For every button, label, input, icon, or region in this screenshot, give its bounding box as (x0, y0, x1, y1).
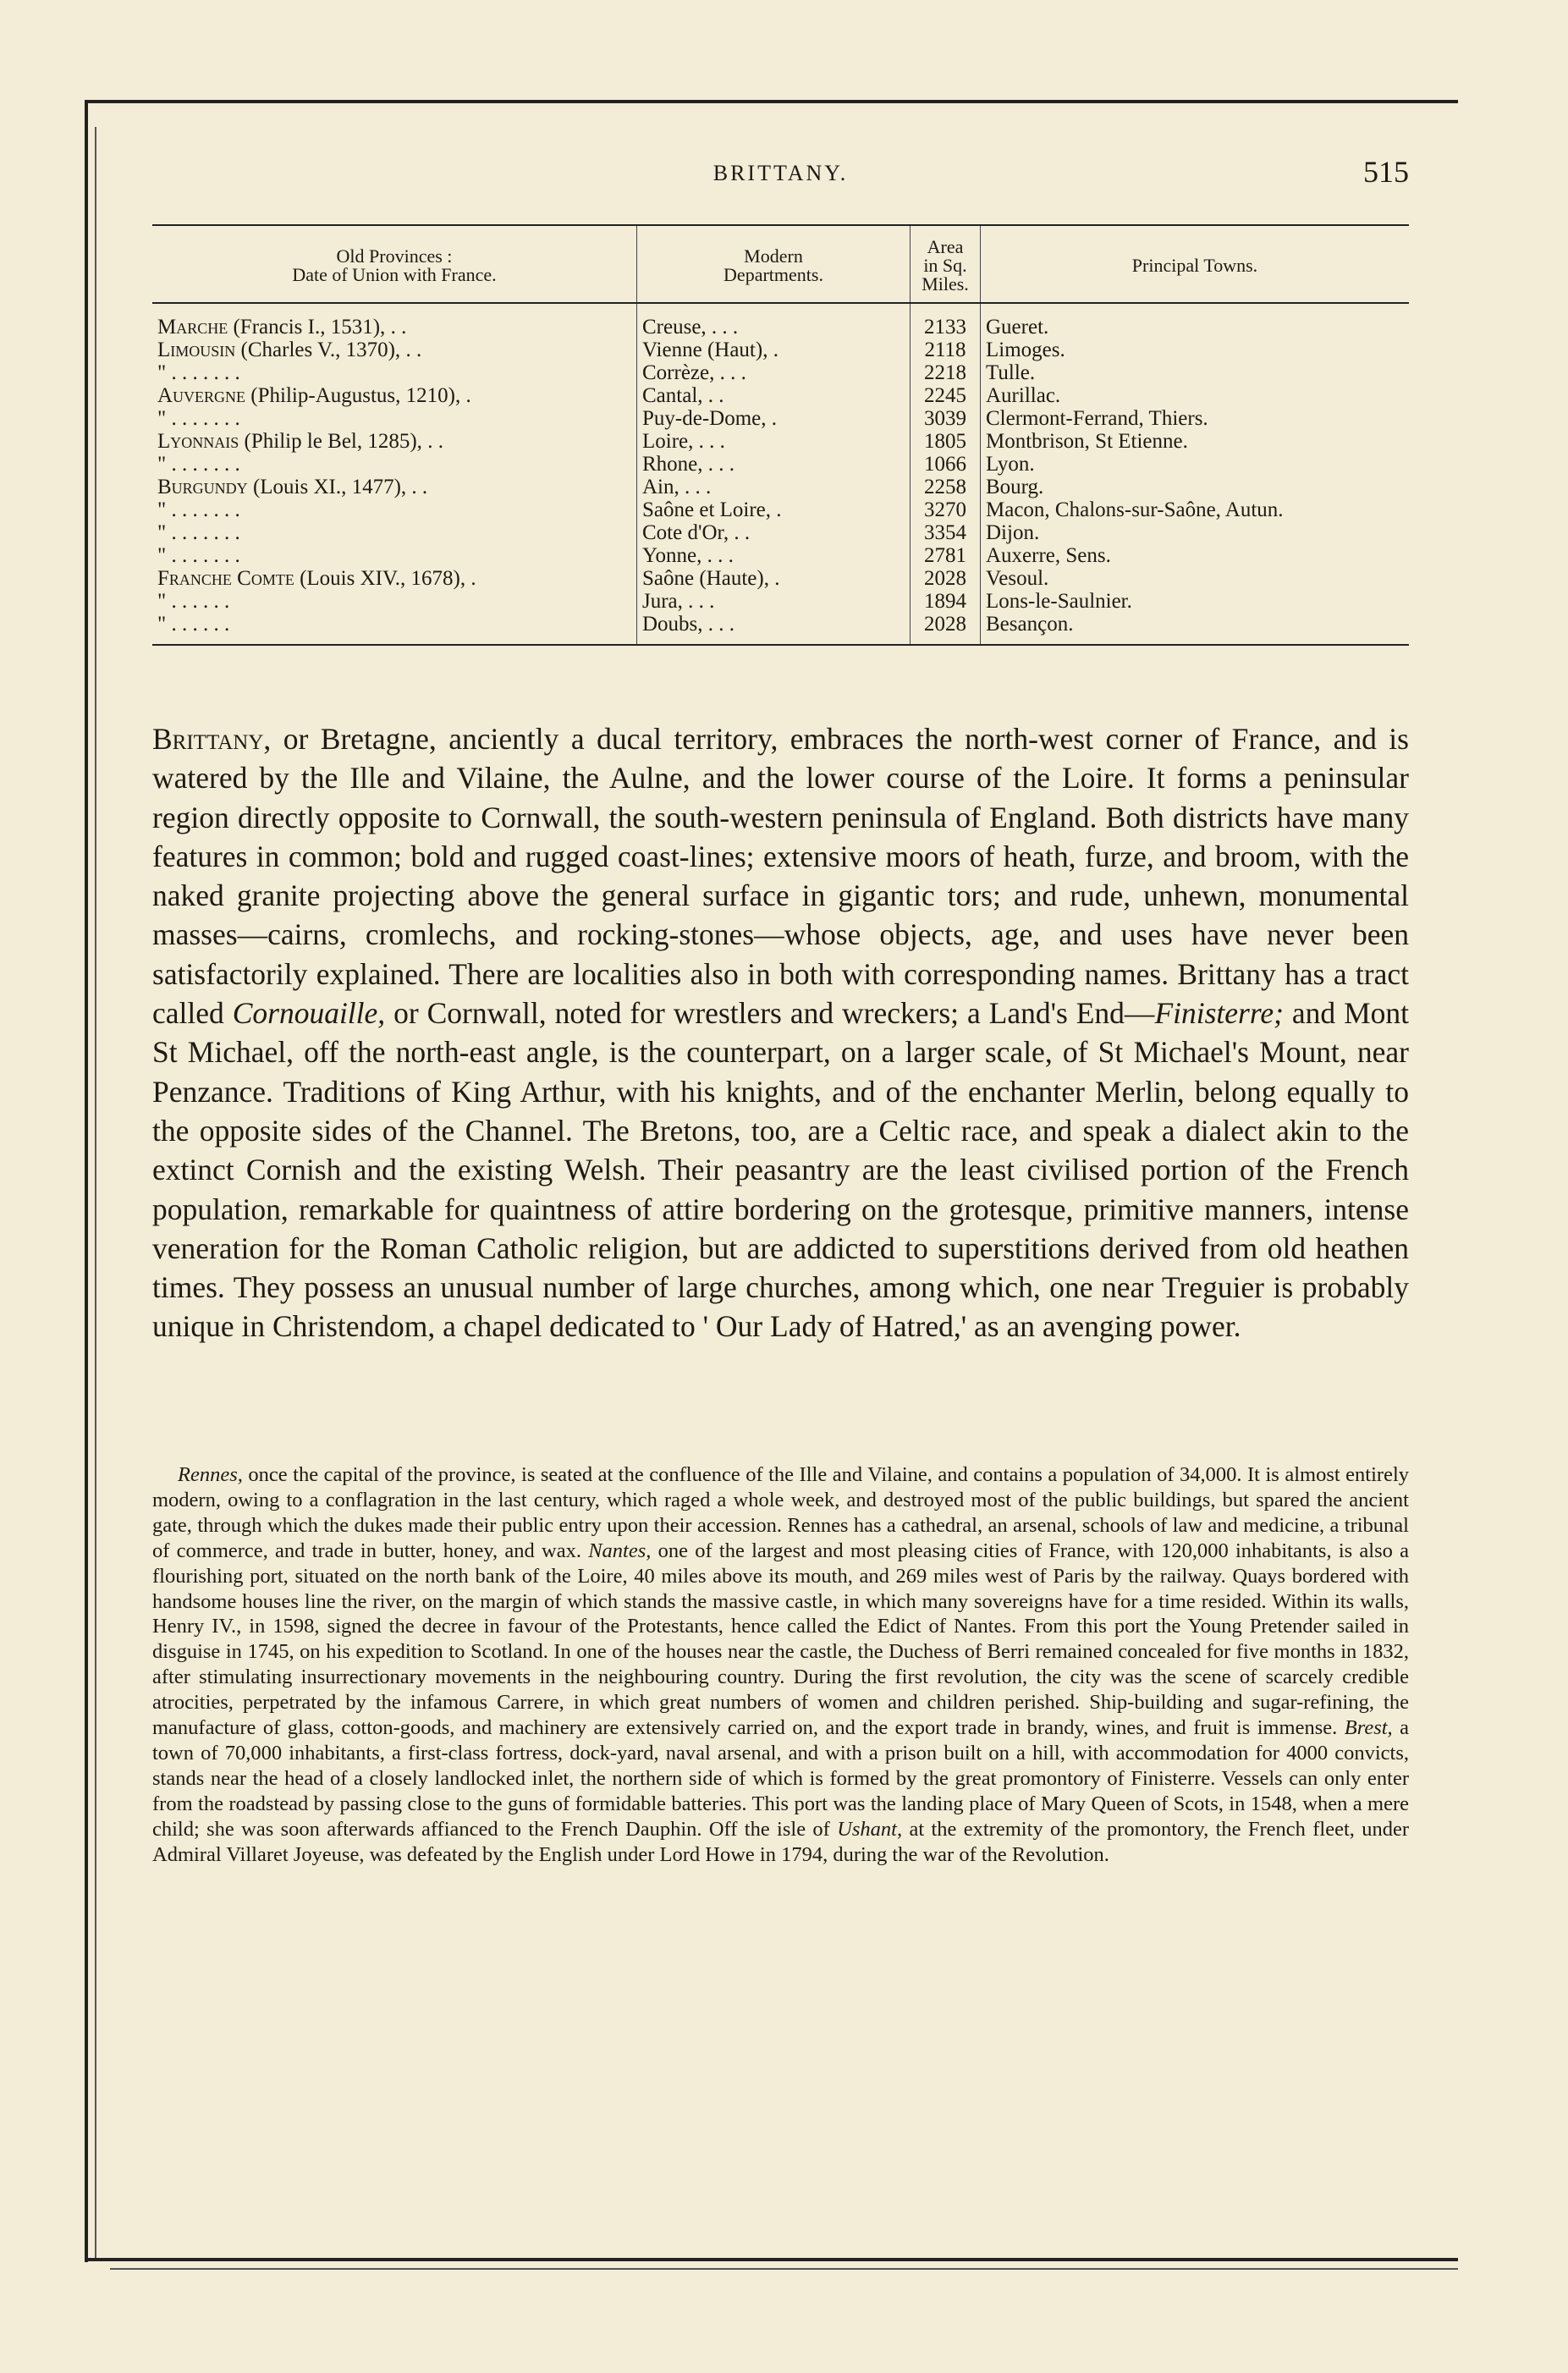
area-cell: 2028 (911, 613, 981, 645)
area-cell: 1805 (911, 430, 981, 453)
towns-cell: Aurillac. (981, 384, 1410, 407)
department-cell: Rhone, . . . (637, 453, 911, 476)
table-row (152, 521, 1409, 544)
area-cell: 2245 (911, 384, 981, 407)
table-body (152, 303, 1409, 645)
department-cell: Cote d'Or, . . (637, 521, 911, 544)
page-header (152, 154, 1409, 196)
department-cell: Doubs, . . . (637, 613, 911, 645)
page-frame-left (85, 100, 88, 2262)
table-row (152, 361, 1409, 384)
table-header-row (152, 225, 1409, 303)
province-cell: Marche (Francis I., 1531), . . (157, 316, 407, 339)
towns-cell: Tulle. (981, 361, 1410, 384)
table-row (152, 567, 1409, 590)
province-cell: " . . . . . . . (157, 407, 240, 430)
province-cell: Auvergne (Philip-Augustus, 1210), . (157, 384, 471, 407)
page-number: 515 (1363, 155, 1409, 189)
towns-cell: Limoges. (981, 339, 1410, 361)
table-row (152, 339, 1409, 361)
table-row (152, 613, 1409, 645)
towns-cell: Vesoul. (981, 567, 1410, 590)
header-provinces: Old Provinces : Date of Union with France. (152, 225, 637, 303)
department-cell: Saône (Haute), . (637, 567, 911, 590)
department-cell: Puy-de-Dome, . (637, 407, 911, 430)
area-cell: 2218 (911, 361, 981, 384)
towns-cell: Clermont-Ferrand, Thiers. (981, 407, 1410, 430)
department-cell: Corrèze, . . . (637, 361, 911, 384)
header-towns: Principal Towns. (981, 225, 1410, 303)
page-frame-left-inner (95, 127, 96, 2260)
province-cell: " . . . . . . (152, 613, 637, 645)
province-cell: Limousin (Charles V., 1370), . . (157, 339, 422, 361)
area-cell: 2028 (911, 567, 981, 590)
page-frame-bottom (85, 2258, 1458, 2261)
department-cell: Loire, . . . (637, 430, 911, 453)
department-cell: Vienne (Haut), . (637, 339, 911, 361)
table-row (152, 453, 1409, 476)
page-frame-top (85, 100, 1458, 103)
brittany-paragraph: Brittany, or Bretagne, anciently a ducal territory, embraces the north-west corner of France, and is watered by the Ille and Vilaine, the Aulne, and the lower course of the Loire. It forms a peninsular region directly opposite to Cornwall, the south-western peninsula of England. Both districts have many features in common; bold and rugged coast-lines; extensive moors of heath, furze, and broom, with the naked granite projecting above the general surface in gigantic tors; and rude, unhewn, monumental masses—cairns, cromlechs, and rocking-stones—whose objects, age, and uses have never been satisfactorily explained. There are localities also in both with corresponding names. Brittany has a tract called Cornouaille, or Cornwall, noted for wrestlers and wreckers; a Land's End—Finisterre; and Mont St Michael, off the north-east angle, is the counterpart, on a larger scale, of St Michael's Mount, near Penzance. Traditions of King Arthur, with his knights, and of the enchanter Merlin, belong equally to the opposite sides of the Channel. The Bretons, too, are a Celtic race, and speak a dialect akin to the extinct Cornish and the existing Welsh. Their peasantry are the least civilised portion of the French population, remarkable for quaintness of attire bordering on the grotesque, primitive manners, intense veneration for the Roman Catholic religion, but are addicted to superstitions derived from old heathen times. They possess an unusual number of large churches, among which, one near Treguier is probably unique in Christendom, a chapel dedicated to ' Our Lady of Hatred,' as an avenging power. (152, 722, 1410, 1344)
towns-cell: Auxerre, Sens. (981, 544, 1410, 567)
towns-cell: Macon, Chalons-sur-Saône, Autun. (981, 498, 1410, 521)
table-row (152, 498, 1409, 521)
table-row (152, 590, 1409, 613)
towns-cell: Lons-le-Saulnier. (981, 590, 1410, 613)
towns-cell: Bourg. (981, 476, 1410, 498)
area-cell: 2258 (911, 476, 981, 498)
table-row (152, 384, 1409, 407)
towns-cell: Montbrison, St Etienne. (981, 430, 1410, 453)
department-cell: Saône et Loire, . (637, 498, 911, 521)
department-cell: Ain, . . . (637, 476, 911, 498)
towns-paragraph: Rennes, once the capital of the province, is seated at the confluence of the Ille and Vilaine, and contains a population of 34,000. It is almost entirely modern, owing to a conflagration in the last century, which raged a whole week, and destroyed most of the public buildings, but spared the ancient gate, through which the dukes made their public entry upon their accession. Rennes has a cathedral, an arsenal, schools of law and medicine, a tribunal of commerce, and trade in butter, honey, and wax. Nantes, one of the largest and most pleasing cities of France, with 120,000 inhabitants, is also a flourishing port, situated on the north bank of the Loire, 40 miles above its mouth, and 269 miles west of Paris by the railway. Quays bordered with handsome houses line the river, on the margin of which stands the massive castle, in which many sovereigns have for a time resided. Within its walls, Henry IV., in 1598, signed the decree in favour of the Protestants, hence called the Edict of Nantes. From this port the Young Pretender sailed in disguise in 1745, on his expedition to Scotland. In one of the houses near the castle, the Duchess of Berri remained concealed for five months in 1832, after stimulating insurrectionary movements in the neighbouring country. During the first revolution, the city was the scene of scarcely credible atrocities, perpetrated by the infamous Carrere, in which great numbers of women and children perished. Ship-building and sugar-refining, the manufacture of glass, cotton-goods, and machinery are extensively carried on, and the export trade in brandy, wines, and fruit is immense. Brest, a town of 70,000 inhabitants, a first-class fortress, dock-yard, naval arsenal, and with a prison built on a hill, with accommodation for 4000 convicts, stands near the head of a closely landlocked inlet, the northern side of which is formed by the great promontory of Finisterre. Vessels can only enter from the roadstead by passing close to the guns of formidable batteries. This port was the landing place of Mary Queen of Scots, in 1548, when a mere child; she was soon afterwards affianced to the French Dauphin. Off the isle of Ushant, at the extremity of the promontory, the French fleet, under Admiral Villaret Joyeuse, was defeated by the English under Lord Howe in 1794, during the war of the Revolution. (152, 1463, 1410, 1866)
towns-cell: Gueret. (981, 303, 1410, 339)
province-cell: " . . . . . . . (157, 544, 240, 567)
table-row (152, 303, 1409, 339)
department-cell: Cantal, . . (637, 384, 911, 407)
area-cell: 2118 (911, 339, 981, 361)
province-cell: " . . . . . . . (157, 453, 240, 476)
towns-cell: Dijon. (981, 521, 1410, 544)
header-departments: Modern Departments. (637, 225, 911, 303)
area-cell: 3354 (911, 521, 981, 544)
table-row (152, 430, 1409, 453)
area-cell: 2781 (911, 544, 981, 567)
table-row (152, 476, 1409, 498)
page-frame-bottom-inner (110, 2268, 1458, 2270)
running-head: BRITTANY. (712, 161, 849, 185)
table-row (152, 544, 1409, 567)
area-cell: 1894 (911, 590, 981, 613)
lead-heading: Brittany, (152, 722, 272, 756)
area-cell: 1066 (911, 453, 981, 476)
department-cell: Yonne, . . . (637, 544, 911, 567)
towns-cell: Lyon. (981, 453, 1410, 476)
province-cell: Lyonnais (Philip le Bel, 1285), . . (157, 430, 443, 453)
area-cell: 2133 (911, 303, 981, 339)
province-cell: Burgundy (Louis XI., 1477), . . (157, 476, 428, 498)
header-area: Area in Sq. Miles. (911, 225, 981, 303)
province-cell: " . . . . . . . (157, 498, 240, 521)
provinces-table (152, 224, 1409, 646)
province-cell: " . . . . . . (157, 590, 230, 613)
province-cell: " . . . . . . . (157, 521, 240, 544)
area-cell: 3039 (911, 407, 981, 430)
department-cell: Creuse, . . . (637, 303, 911, 339)
province-cell: Franche Comte (Louis XIV., 1678), . (157, 567, 476, 590)
table-row (152, 407, 1409, 430)
area-cell: 3270 (911, 498, 981, 521)
province-cell: " . . . . . . . (157, 361, 240, 384)
department-cell: Jura, . . . (637, 590, 911, 613)
towns-cell: Besançon. (981, 613, 1410, 645)
